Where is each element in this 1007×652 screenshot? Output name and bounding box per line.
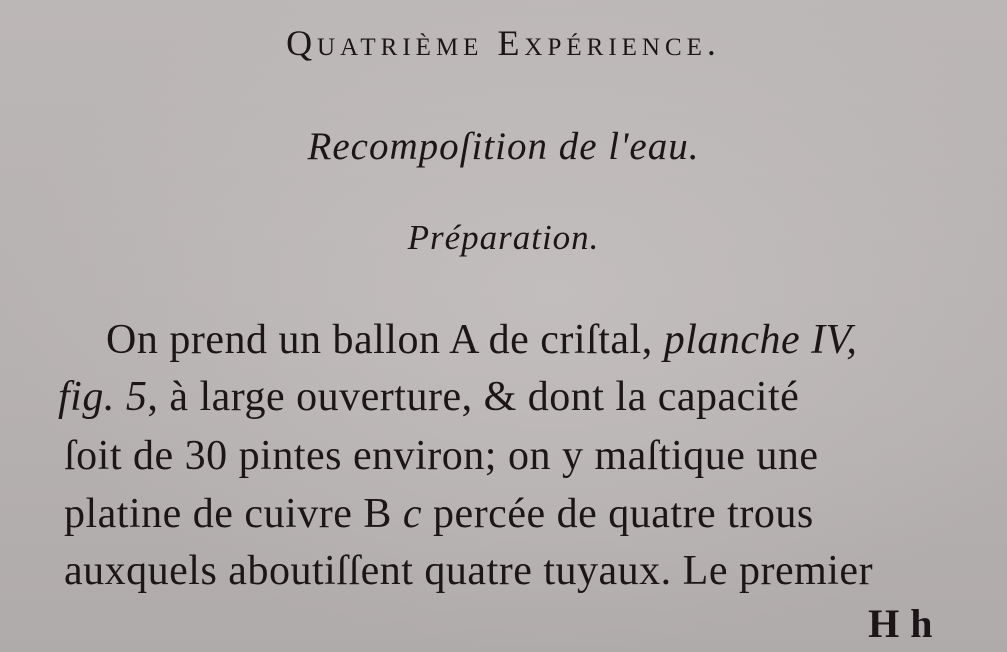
paragraph-line-4 (64, 490, 814, 538)
page-heading: Quatrième Expérience. (286, 23, 721, 63)
line-2-text: , à large ouverture, & dont la capacité (147, 374, 800, 420)
line-4-text-end: percée de quatre trous (422, 491, 814, 537)
line-4-text: platine de cuivre B (64, 491, 403, 537)
paragraph-line-2 (58, 373, 799, 421)
catchword: H h (868, 601, 933, 646)
line-1-text: On prend un ballon A de criſtal, (106, 317, 664, 363)
preparation-heading: Préparation. (407, 218, 600, 257)
paragraph-line-5: auxquels aboutiſſent quatre tuyaux. Le premier (64, 548, 874, 594)
paragraph-line-3: ſoit de 30 pintes environ; on y maſtique une (64, 433, 819, 479)
label-c: c (402, 491, 423, 537)
figure-reference: fig. 5 (58, 374, 148, 420)
plate-reference: planche IV, (663, 317, 858, 363)
section-subtitle: Recompoſition de l'eau. (307, 125, 700, 168)
paragraph-line-1 (106, 316, 857, 364)
